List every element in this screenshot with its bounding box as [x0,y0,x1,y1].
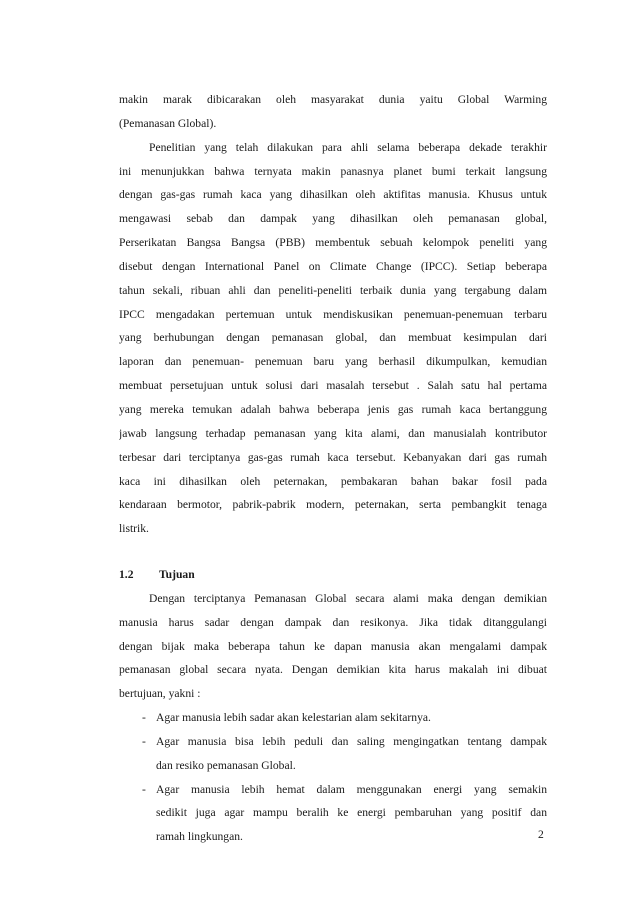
text-line: disebut dengan International Panel on Climate Change (IPCC). Setiap beberapa [119,259,547,273]
text-line: mengawasi sebab dan dampak yang dihasilkan oleh pemanasan global, [119,212,547,226]
text-line: dengan gas-gas rumah kaca yang dihasilkan oleh aktifitas manusia. Khusus untuk [119,188,547,202]
text-line: (Pemanasan Global). [119,116,217,130]
list-item [119,778,547,850]
paragraph-continuation [119,88,547,136]
list-item [119,706,547,730]
text-line: tahun sekali, ribuan ahli dan peneliti-peneliti terbaik dunia yang tergabung dalam [119,283,547,297]
text-line: terbesar dari terciptanya gas-gas rumah kaca tersebut. Kebanyakan dari gas rumah [119,450,547,464]
text-line: jawab langsung terhadap pemanasan yang kita alami, dan manusialah kontributor [119,426,547,440]
text-line: IPCC mengadakan pertemuan untuk mendiskusikan penemuan-penemuan terbaru [119,307,547,321]
list-item [119,730,547,778]
text-line: Perserikatan Bangsa Bangsa (PBB) membentuk sebuah kelompok peneliti yang [119,236,547,250]
section-number: 1.2 [119,568,134,582]
text-line: kaca ini dihasilkan oleh peternakan, pembakaran bahan bakar fosil pada [119,474,547,488]
text-line: membuat persetujuan untuk solusi dari masalah tersebut . Salah satu hal pertama [119,379,547,393]
text-line: sedikit juga agar mampu beralih ke energi pembaruhan yang positif dan [156,806,547,820]
text-line: dan resiko pemanasan Global. [156,758,296,772]
list-dash: - [142,734,146,748]
text-line: laporan dan penemuan- penemuan baru yang berhasil dikumpulkan, kemudian [119,355,547,369]
text-line: Agar manusia lebih hemat dalam menggunakan energi yang semakin [156,782,547,796]
text-line: ramah lingkungan. [156,830,243,844]
text-line: manusia harus sadar dengan dampak dan resikonya. Jika tidak ditanggulangi [119,615,547,629]
list-dash: - [142,711,146,725]
text-line: makin marak dibicarakan oleh masyarakat dunia yaitu Global Warming [119,93,547,106]
text-line: pemanasan global secara nyata. Dengan demikian kita harus makalah ini dibuat [119,663,547,677]
goals-list [119,706,547,849]
list-dash: - [142,782,146,796]
paragraph-tujuan [119,587,547,706]
section-title: Tujuan [159,568,195,582]
text-line: Agar manusia lebih sadar akan kelestarian alam sekitarnya. [156,711,431,725]
paragraph-ipcc [119,136,547,541]
page-number: 2 [538,828,544,841]
text-line: Penelitian yang telah dilakukan para ahli selama beberapa dekade terakhir [149,140,547,154]
text-line: kendaraan bermotor, pabrik-pabrik modern, peternakan, serta pembangkit tenaga [119,498,547,512]
text-line: yang mereka temukan adalah bahwa beberapa jenis gas rumah kaca bertanggung [119,402,547,416]
text-line: listrik. [119,522,149,536]
text-line: bertujuan, yakni : [119,687,201,701]
text-line: yang berhubungan dengan pemanasan global, dan membuat kesimpulan dari [119,331,547,345]
page-content [119,88,547,849]
text-line: Agar manusia bisa lebih peduli dan saling mengingatkan tentang dampak [156,734,547,748]
text-line: Dengan terciptanya Pemanasan Global secara alami maka dengan demikian [149,591,547,605]
text-line: dengan bijak maka beberapa tahun ke dapan manusia akan mengalami dampak [119,639,547,653]
section-heading [119,563,547,587]
text-line: ini menunjukkan bahwa ternyata makin panasnya planet bumi terkait langsung [119,164,547,178]
